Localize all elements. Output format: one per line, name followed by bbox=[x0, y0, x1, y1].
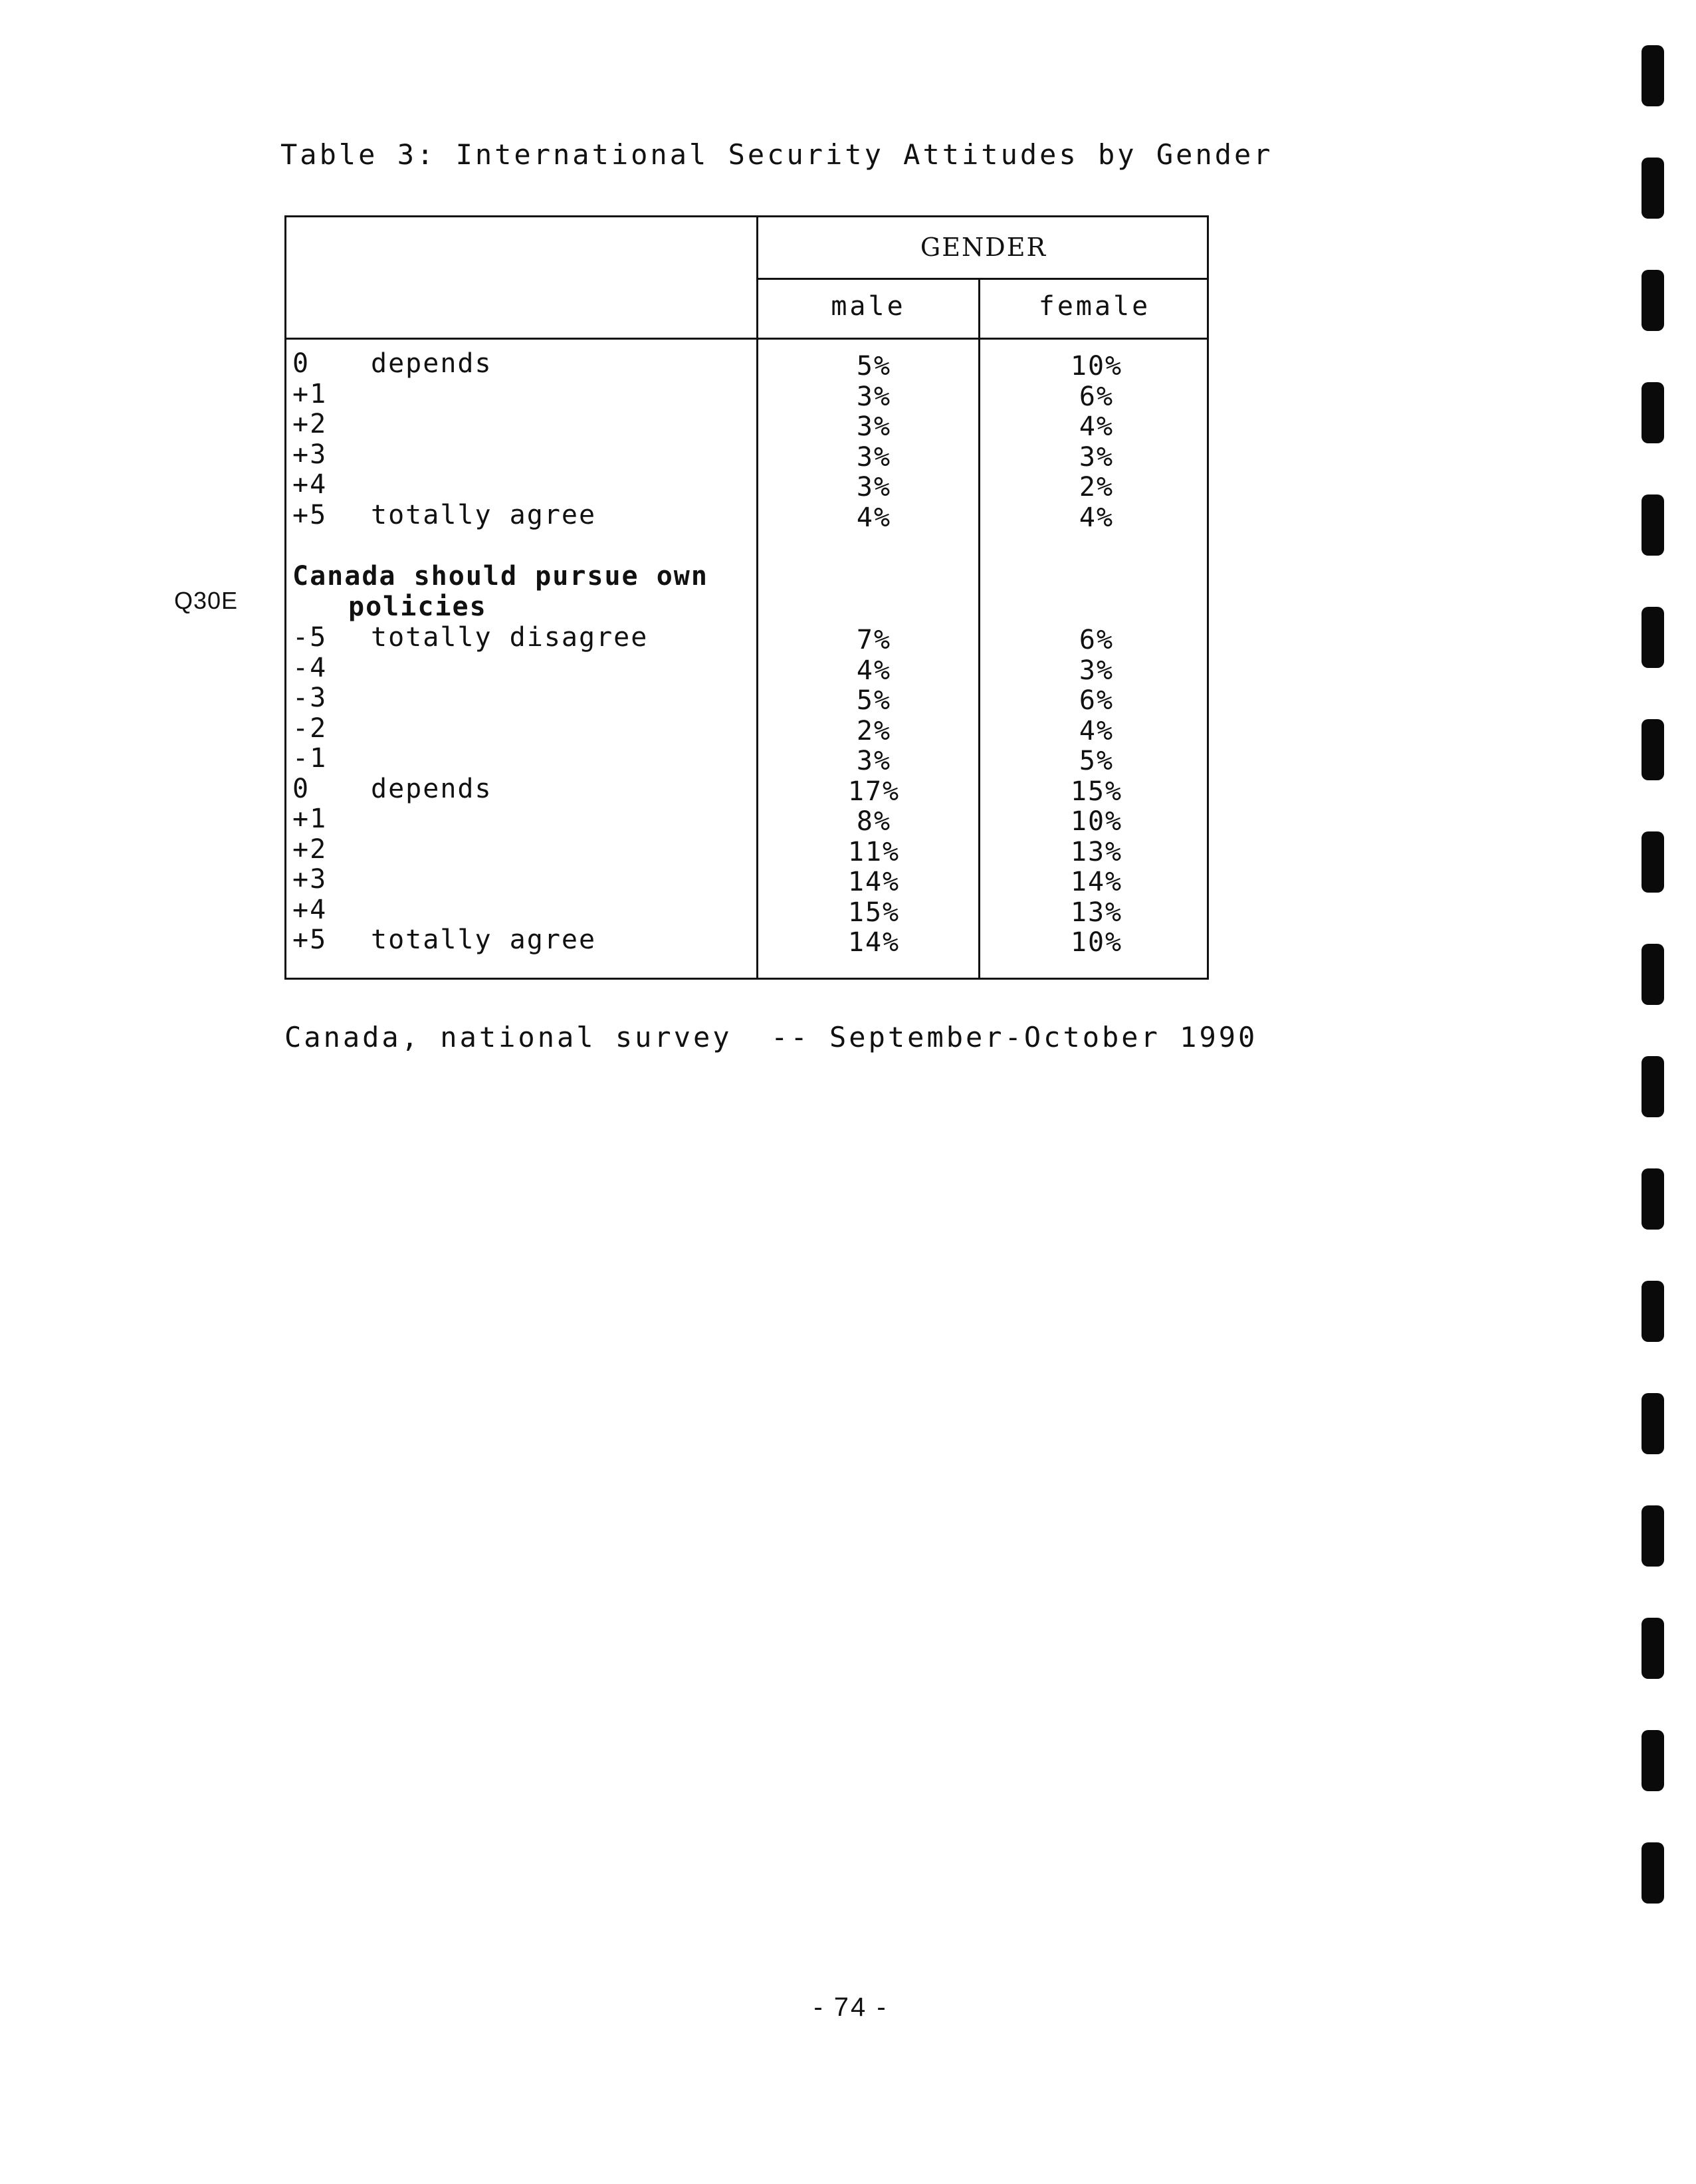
table-divider-group-header bbox=[756, 278, 1209, 280]
binder-hole bbox=[1642, 831, 1664, 893]
binder-hole bbox=[1642, 1618, 1664, 1679]
table-divider-label-column bbox=[756, 215, 758, 980]
cell-female: 4% bbox=[1079, 502, 1114, 533]
cell-female: 4% bbox=[1079, 715, 1114, 746]
cell-female: 6% bbox=[1079, 625, 1114, 655]
cell-male: 11% bbox=[847, 836, 901, 867]
cell-male: 3% bbox=[856, 472, 892, 502]
cell-male: 8% bbox=[856, 806, 892, 837]
row-code: -2 bbox=[292, 712, 328, 744]
row-code: +3 bbox=[292, 439, 328, 470]
binder-hole bbox=[1642, 607, 1664, 668]
row-label: depends bbox=[371, 773, 492, 804]
row-code: +4 bbox=[292, 469, 328, 500]
cell-male: 5% bbox=[856, 685, 892, 716]
gender-header: GENDER bbox=[920, 233, 1047, 262]
question-title: Canada should pursue own bbox=[292, 561, 708, 592]
question-code: Q30E bbox=[174, 587, 239, 614]
cell-female: 2% bbox=[1079, 472, 1114, 502]
cell-male: 2% bbox=[856, 715, 892, 746]
binder-hole bbox=[1642, 1168, 1664, 1230]
binder-hole bbox=[1642, 382, 1664, 443]
binder-hole bbox=[1642, 1842, 1664, 1904]
row-label: totally disagree bbox=[371, 622, 649, 653]
row-code: 0 bbox=[292, 348, 310, 379]
cell-male: 7% bbox=[856, 625, 892, 655]
binder-hole bbox=[1642, 1505, 1664, 1567]
cell-female: 6% bbox=[1079, 381, 1114, 412]
cell-female: 14% bbox=[1070, 867, 1123, 897]
page-number: - 74 - bbox=[813, 1993, 888, 2022]
row-code: -4 bbox=[292, 652, 328, 683]
binder-hole bbox=[1642, 45, 1664, 106]
cell-female: 3% bbox=[1079, 655, 1114, 686]
cell-male: 4% bbox=[856, 655, 892, 686]
row-code: +5 bbox=[292, 499, 328, 530]
binder-hole bbox=[1642, 270, 1664, 331]
row-code: -3 bbox=[292, 683, 328, 713]
column-header-female: female bbox=[1038, 291, 1151, 322]
row-label: totally agree bbox=[371, 499, 597, 530]
cell-female: 3% bbox=[1079, 441, 1114, 473]
row-code: 0 bbox=[292, 773, 310, 804]
table-divider-gender-columns bbox=[978, 278, 980, 980]
binder-hole bbox=[1642, 719, 1664, 780]
cell-female: 15% bbox=[1070, 776, 1123, 807]
row-label: totally agree bbox=[371, 925, 597, 955]
row-code: +1 bbox=[292, 378, 328, 409]
question-title-cont: policies bbox=[348, 592, 487, 622]
row-code: +2 bbox=[292, 409, 328, 439]
cell-male: 17% bbox=[847, 776, 901, 807]
row-code: -5 bbox=[292, 622, 328, 653]
row-code: +4 bbox=[292, 894, 328, 925]
cell-male: 15% bbox=[847, 897, 901, 928]
cell-female: 13% bbox=[1070, 897, 1123, 928]
binder-hole bbox=[1642, 158, 1664, 219]
row-code: +2 bbox=[292, 833, 328, 865]
cell-female: 4% bbox=[1079, 411, 1114, 442]
binder-hole bbox=[1642, 494, 1664, 556]
table-divider-header-body bbox=[284, 338, 1209, 340]
binder-hole bbox=[1642, 1056, 1664, 1117]
cell-male: 3% bbox=[856, 411, 892, 442]
cell-female: 6% bbox=[1079, 685, 1114, 716]
row-code: -1 bbox=[292, 743, 328, 774]
cell-male: 4% bbox=[856, 502, 892, 533]
binder-hole bbox=[1642, 1393, 1664, 1454]
row-code: +1 bbox=[292, 804, 328, 834]
survey-footer: Canada, national survey -- September-October 1990 bbox=[284, 1021, 1258, 1053]
cell-female: 13% bbox=[1070, 836, 1123, 867]
cell-male: 3% bbox=[856, 746, 892, 776]
row-code: +5 bbox=[292, 925, 328, 955]
cell-female: 10% bbox=[1070, 351, 1123, 382]
binder-hole bbox=[1642, 1281, 1664, 1342]
cell-female: 5% bbox=[1079, 746, 1114, 776]
column-header-male: male bbox=[831, 291, 906, 322]
cell-male: 14% bbox=[847, 927, 901, 958]
binder-hole bbox=[1642, 944, 1664, 1005]
cell-male: 14% bbox=[847, 867, 901, 897]
row-code: +3 bbox=[292, 864, 328, 895]
table-title: Table 3: International Security Attitudes by Gender bbox=[280, 138, 1273, 171]
row-label: depends bbox=[371, 348, 492, 379]
cell-female: 10% bbox=[1070, 806, 1123, 837]
cell-male: 5% bbox=[856, 351, 892, 382]
binder-hole bbox=[1642, 1730, 1664, 1791]
cell-male: 3% bbox=[856, 381, 892, 412]
cell-male: 3% bbox=[856, 441, 892, 473]
cell-female: 10% bbox=[1070, 927, 1123, 958]
